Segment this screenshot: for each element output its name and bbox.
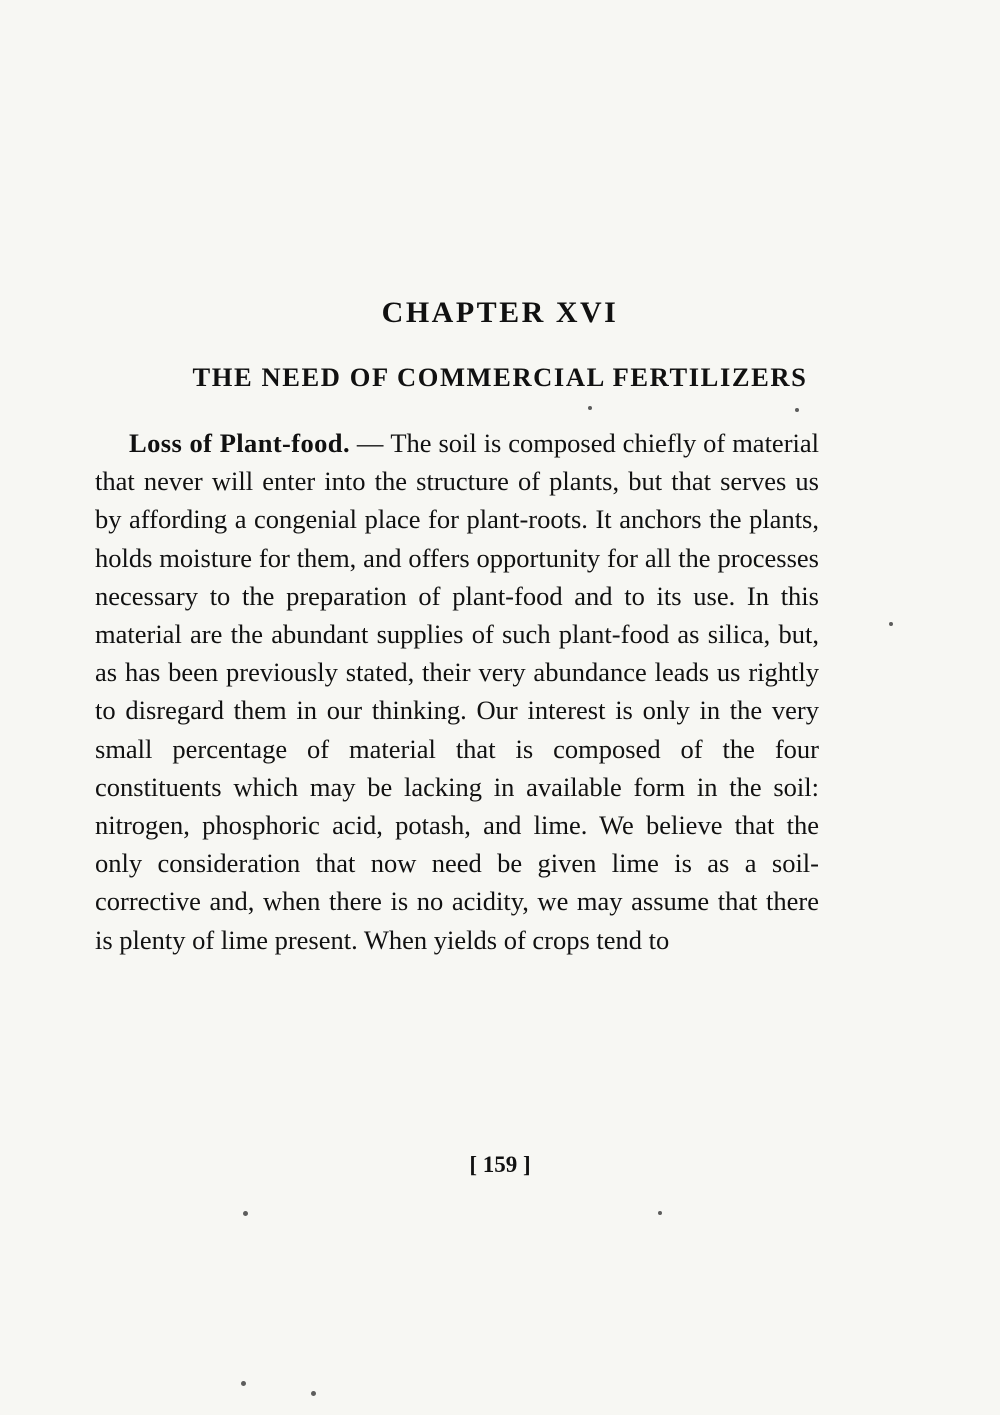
paper-speck: [658, 1211, 662, 1215]
body-paragraph: [95, 424, 819, 959]
paragraph-text: The soil is composed chiefly of material that never will enter into the structure of plants, but that serves us by affording a congenial place for plant-roots. It anchors the plants, holds moisture for them, and offers opportunity for all the processes necessary to the preparation of plant-food and to its use. In this material are the abundant supplies of such plant-food as silica, but, as has been previously stated, their very abundance leads us rightly to disregard them in our thinking. Our interest is only in the very small percentage of material that is composed of the four constituents which may be lacking in available form in the soil: nitrogen, phosphoric acid, potash, and lime. We believe that the only consideration that now need be given lime is as a soil-corrective and, when there is no acidity, we may assume that there is plenty of lime present. When yields of crops tend to: [95, 428, 820, 955]
run-in-heading: Loss of Plant-food.: [129, 428, 350, 458]
dash-glyph: —: [356, 428, 384, 458]
paper-speck: [241, 1381, 246, 1386]
paper-speck: [243, 1211, 248, 1216]
paper-speck: [311, 1391, 316, 1396]
paper-speck: [588, 406, 592, 410]
paper-speck: [795, 408, 799, 412]
em-dash: [350, 428, 357, 458]
paper-speck: [889, 622, 893, 626]
page-number: [ 159 ]: [469, 1152, 531, 1177]
chapter-number-heading: CHAPTER XVI: [381, 296, 619, 329]
chapter-title-heading: THE NEED OF COMMERCIAL FERTILIZERS: [192, 362, 808, 392]
